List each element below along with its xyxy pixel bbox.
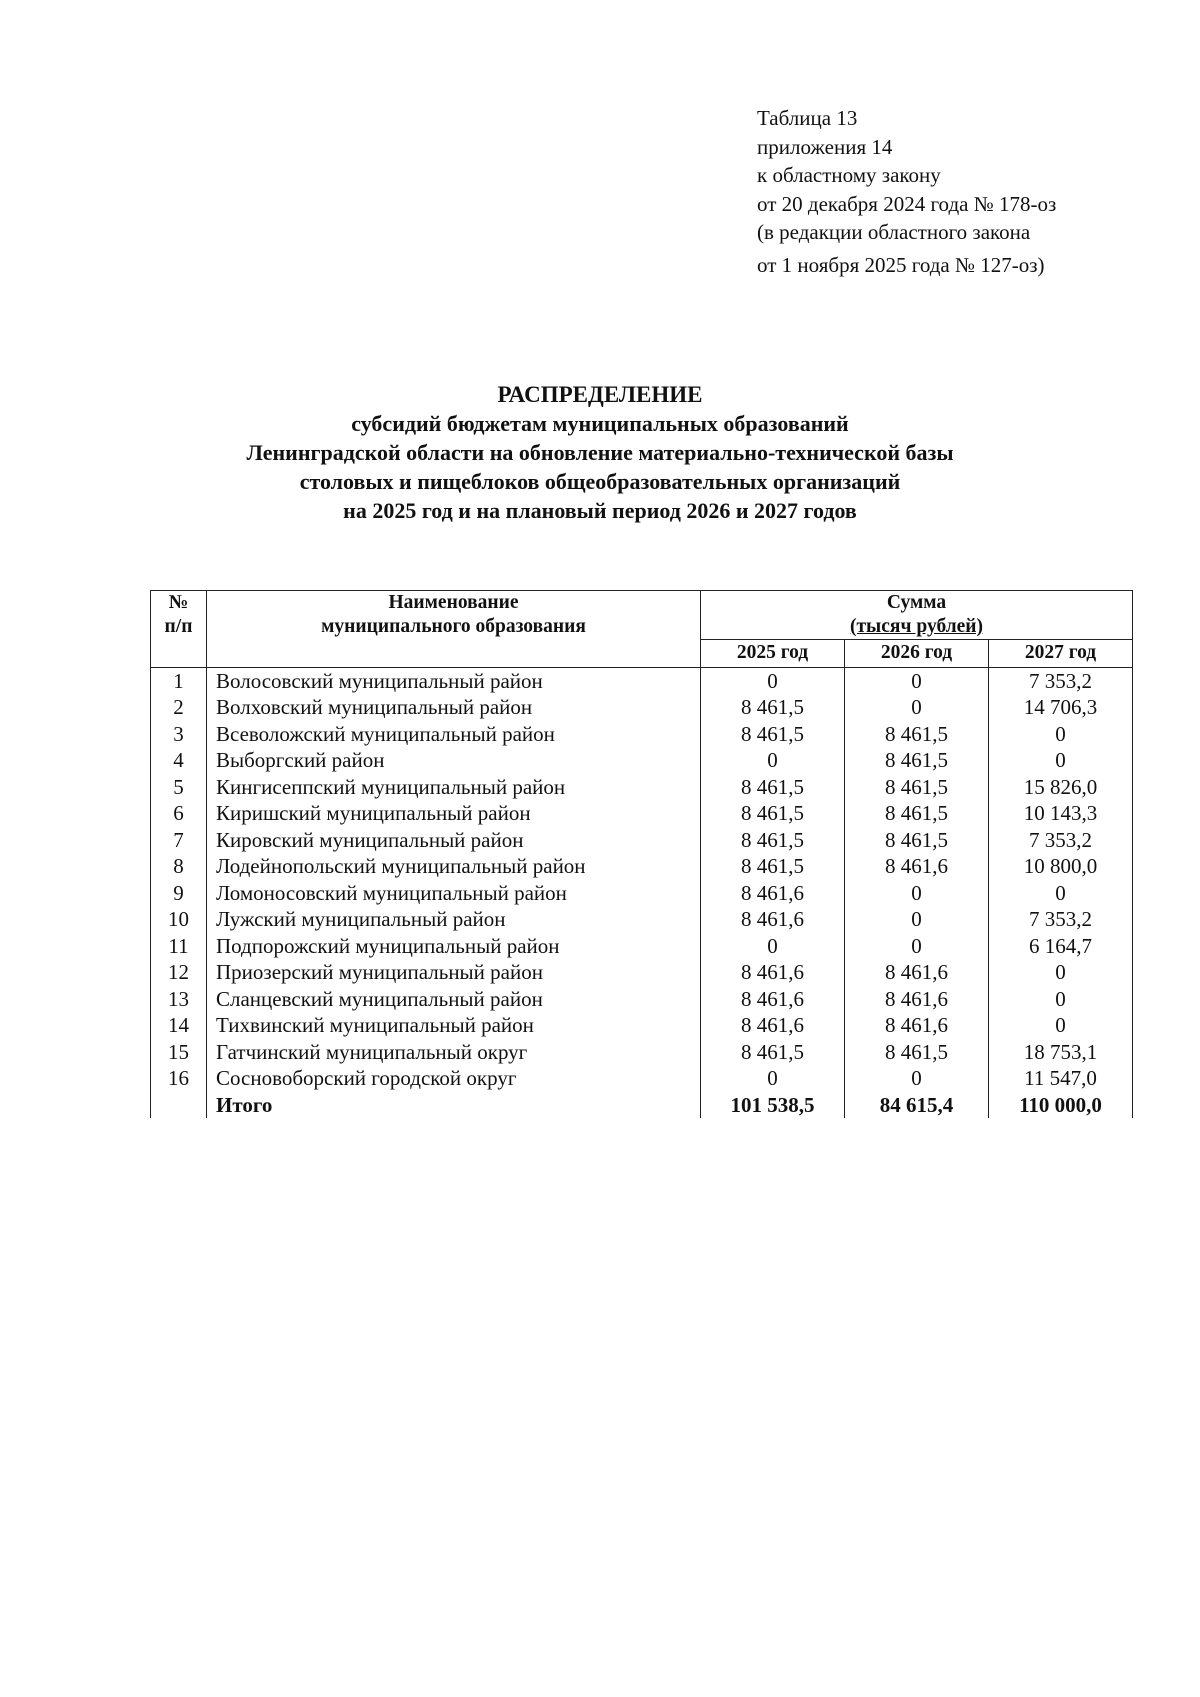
value-2025: 0: [701, 1065, 845, 1092]
table-row: [151, 880, 1133, 907]
table-row: [151, 747, 1133, 774]
value-2026: 8 461,5: [845, 747, 989, 774]
value-2027: 0: [989, 880, 1133, 907]
municipality-name: Киришский муниципальный район: [207, 800, 701, 827]
value-2025: 8 461,6: [701, 959, 845, 986]
title-line: столовых и пищеблоков общеобразовательных организаций: [299, 469, 901, 494]
municipality-name: Сланцевский муниципальный район: [207, 986, 701, 1013]
value-2027: 7 353,2: [989, 667, 1133, 694]
value-2027: 6 164,7: [989, 933, 1133, 960]
value-2025: 8 461,6: [701, 986, 845, 1013]
value-2026: 8 461,5: [845, 827, 989, 854]
municipality-name: Лодейнопольский муниципальный район: [207, 853, 701, 880]
value-2026: 8 461,5: [845, 721, 989, 748]
table-row: [151, 853, 1133, 880]
value-2027: 0: [989, 747, 1133, 774]
table-row: [151, 906, 1133, 933]
value-2025: 8 461,6: [701, 906, 845, 933]
table-row: [151, 667, 1133, 694]
header-text: Сумма: [886, 592, 947, 613]
value-2025: 8 461,5: [701, 1039, 845, 1066]
header-text: п/п: [164, 616, 193, 637]
appendix-line: от 20 декабря 2024 года № 178-оз: [757, 191, 1057, 216]
municipality-name: Сосновоборский городской округ: [207, 1065, 701, 1092]
row-number: 14: [151, 1012, 207, 1039]
header-text: муниципального образования: [321, 616, 586, 637]
value-2026: 0: [845, 694, 989, 721]
row-number: 4: [151, 747, 207, 774]
row-number: 2: [151, 694, 207, 721]
value-2025: 8 461,6: [701, 1012, 845, 1039]
table-row: [151, 1065, 1133, 1092]
value-2027: 0: [989, 959, 1133, 986]
column-header-sum: [701, 591, 1133, 640]
value-2026: 8 461,6: [845, 1012, 989, 1039]
table-row: [151, 800, 1133, 827]
value-2025: 8 461,5: [701, 827, 845, 854]
value-2025: 8 461,6: [701, 880, 845, 907]
total-label: Итого: [207, 1092, 701, 1119]
value-2025: 8 461,5: [701, 721, 845, 748]
total-number-cell: [151, 1092, 207, 1119]
table-row: [151, 721, 1133, 748]
value-2027: 18 753,1: [989, 1039, 1133, 1066]
value-2027: 7 353,2: [989, 906, 1133, 933]
value-2025: 8 461,5: [701, 853, 845, 880]
value-2026: 8 461,6: [845, 986, 989, 1013]
header-text: Наименование: [388, 592, 519, 613]
row-number: 3: [151, 721, 207, 748]
column-header-name: [207, 591, 701, 668]
value-2026: 8 461,6: [845, 959, 989, 986]
row-number: 15: [151, 1039, 207, 1066]
municipality-name: Гатчинский муниципальный округ: [207, 1039, 701, 1066]
municipality-name: Лужский муниципальный район: [207, 906, 701, 933]
municipality-name: Волховский муниципальный район: [207, 694, 701, 721]
row-number: 5: [151, 774, 207, 801]
value-2026: 8 461,5: [845, 774, 989, 801]
appendix-line: (в редакции областного закона: [757, 220, 1031, 244]
header-unit: (тысяч рублей): [849, 616, 984, 637]
table-row: [151, 959, 1133, 986]
municipality-name: Подпорожский муниципальный район: [207, 933, 701, 960]
value-2027: 10 143,3: [989, 800, 1133, 827]
municipality-name: Приозерский муниципальный район: [207, 959, 701, 986]
value-2027: 7 353,2: [989, 827, 1133, 854]
row-number: 8: [151, 853, 207, 880]
value-2027: 0: [989, 721, 1133, 748]
value-2025: 0: [701, 747, 845, 774]
row-number: 13: [151, 986, 207, 1013]
value-2027: 14 706,3: [989, 694, 1133, 721]
appendix-line: к областному закону: [757, 163, 941, 187]
title-line: Ленинградской области на обновление материально-технической базы: [246, 440, 954, 465]
total-2026: 84 615,4: [845, 1092, 989, 1119]
municipality-name: Ломоносовский муниципальный район: [207, 880, 701, 907]
row-number: 6: [151, 800, 207, 827]
title-line: на 2025 год и на плановый период 2026 и 2027 годов: [343, 498, 857, 523]
value-2026: 0: [845, 1065, 989, 1092]
table-row: [151, 1012, 1133, 1039]
title-main: РАСПРЕДЕЛЕНИЕ: [497, 382, 703, 407]
table-body: [151, 667, 1133, 1092]
total-2027: 110 000,0: [989, 1092, 1133, 1119]
table-row: [151, 827, 1133, 854]
value-2025: 8 461,5: [701, 800, 845, 827]
appendix-line: от 1 ноября 2025 года № 127-оз): [757, 252, 1045, 277]
total-row: [151, 1092, 1133, 1119]
value-2027: 11 547,0: [989, 1065, 1133, 1092]
value-2026: 8 461,6: [845, 853, 989, 880]
distribution-table: [150, 590, 1133, 1118]
value-2025: 8 461,5: [701, 774, 845, 801]
table-row: [151, 774, 1133, 801]
column-header-2026: 2026 год: [845, 640, 989, 668]
appendix-reference: [757, 104, 1056, 279]
column-header-2025: 2025 год: [701, 640, 845, 668]
row-number: 16: [151, 1065, 207, 1092]
header-text: №: [168, 592, 189, 613]
title-line: субсидий бюджетам муниципальных образований: [351, 411, 849, 436]
table-row: [151, 1039, 1133, 1066]
municipality-name: Кировский муниципальный район: [207, 827, 701, 854]
row-number: 7: [151, 827, 207, 854]
row-number: 9: [151, 880, 207, 907]
value-2026: 8 461,5: [845, 1039, 989, 1066]
document-title: [0, 380, 1200, 525]
table-row: [151, 933, 1133, 960]
value-2026: 0: [845, 933, 989, 960]
value-2027: 15 826,0: [989, 774, 1133, 801]
column-header-2027: 2027 год: [989, 640, 1133, 668]
total-2025: 101 538,5: [701, 1092, 845, 1119]
value-2027: 0: [989, 986, 1133, 1013]
value-2026: 0: [845, 667, 989, 694]
value-2026: 0: [845, 906, 989, 933]
appendix-line: приложения 14: [757, 134, 893, 159]
value-2026: 8 461,5: [845, 800, 989, 827]
value-2025: 0: [701, 667, 845, 694]
municipality-name: Кингисеппский муниципальный район: [207, 774, 701, 801]
municipality-name: Волосовский муниципальный район: [207, 667, 701, 694]
table-row: [151, 694, 1133, 721]
value-2025: 0: [701, 933, 845, 960]
appendix-line: Таблица 13: [757, 106, 858, 130]
municipality-name: Тихвинский муниципальный район: [207, 1012, 701, 1039]
municipality-name: Всеволожский муниципальный район: [207, 721, 701, 748]
row-number: 11: [151, 933, 207, 960]
municipality-name: Выборгский район: [207, 747, 701, 774]
row-number: 1: [151, 667, 207, 694]
value-2027: 0: [989, 1012, 1133, 1039]
row-number: 12: [151, 959, 207, 986]
value-2027: 10 800,0: [989, 853, 1133, 880]
column-header-number: [151, 591, 207, 668]
table-row: [151, 986, 1133, 1013]
value-2025: 8 461,5: [701, 694, 845, 721]
row-number: 10: [151, 906, 207, 933]
value-2026: 0: [845, 880, 989, 907]
